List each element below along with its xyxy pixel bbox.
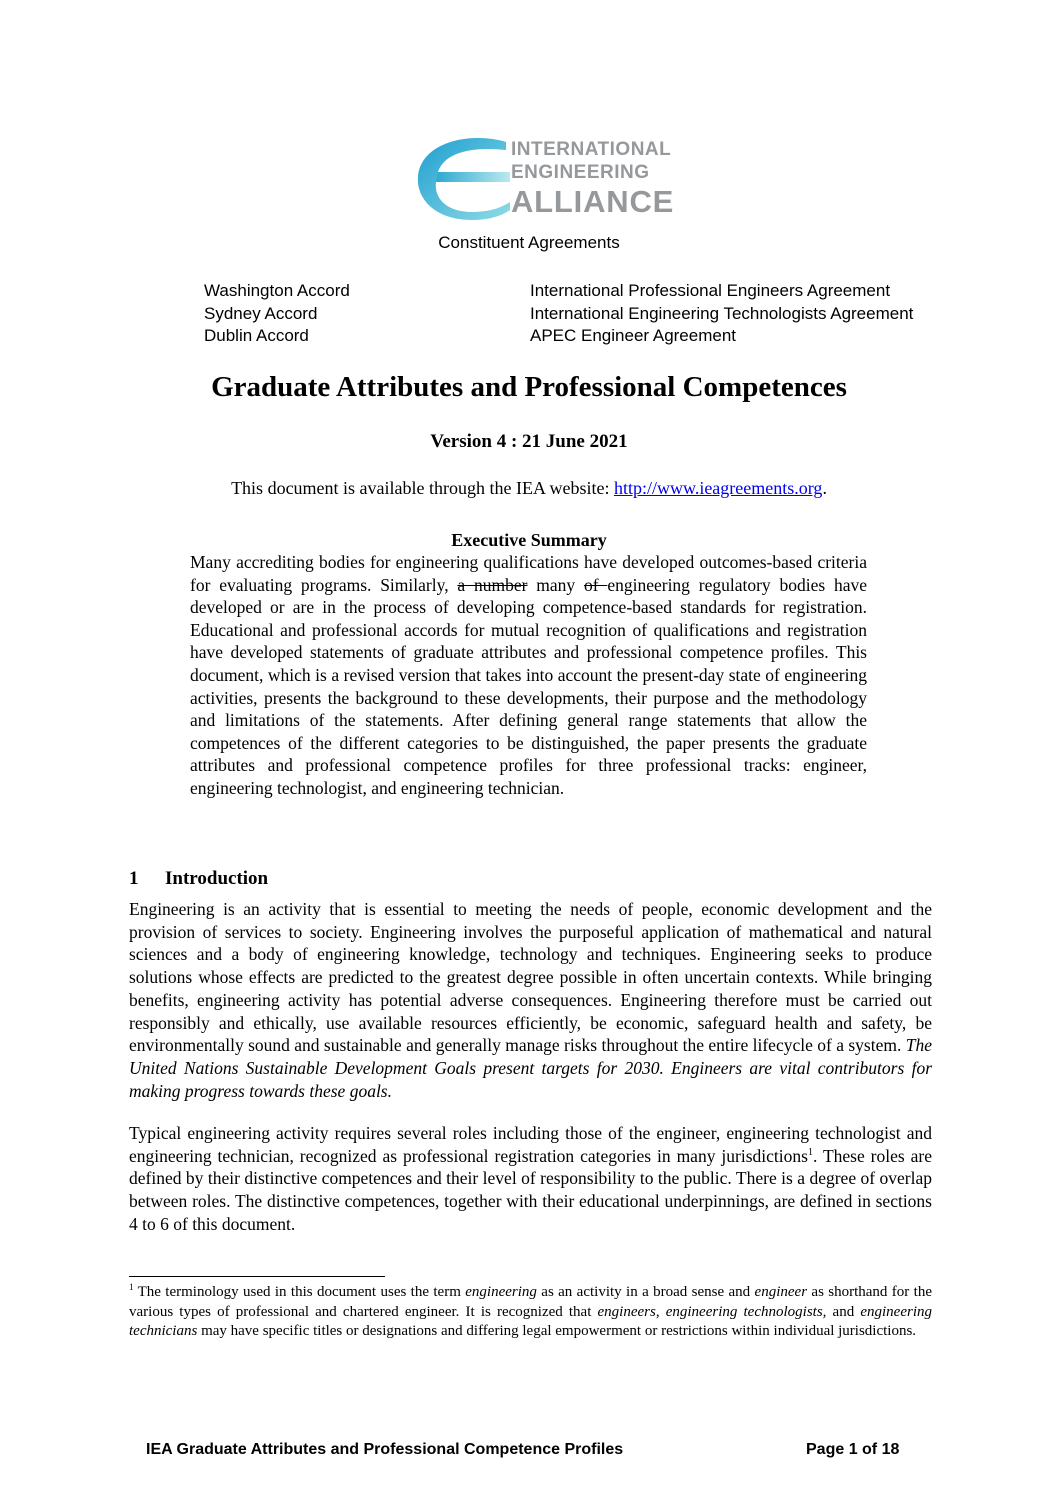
- footnote-text: ,: [655, 1303, 666, 1320]
- agreement-item: APEC Engineer Agreement: [530, 326, 737, 345]
- document-title: Graduate Attributes and Professional Competences: [211, 371, 847, 403]
- section-title: Introduction: [165, 868, 269, 889]
- iea-logo-mark-icon: [414, 136, 514, 222]
- constituent-agreements-heading: Constituent Agreements: [438, 233, 620, 252]
- intro-paragraph: [129, 1122, 932, 1236]
- footnote-reference[interactable]: 1: [807, 1146, 813, 1158]
- footnote-text: The terminology used in this document uses the term: [133, 1284, 466, 1300]
- footnote-text: as shorthand for the various types of professional and chartered engineer. It is recognized that: [129, 1284, 932, 1320]
- paragraph-text: . These roles are defined by their distinctive competences and their level of responsibility to the public. There is a degree of overlap between roles. The distinctive competences, together with their educational underpinnings, are defined in sections 4 to 6 of this document.: [129, 1145, 933, 1234]
- accord-item: Sydney Accord: [204, 303, 318, 323]
- availability-note: [0, 478, 1058, 499]
- iea-logo: [414, 136, 674, 222]
- footnote: [129, 1283, 932, 1342]
- footnote-italic: engineers: [597, 1303, 656, 1320]
- footnote-divider: [129, 1276, 385, 1277]
- page-number: Page 1 of 18: [806, 1441, 900, 1458]
- iea-website-link[interactable]: http://www.ieagreements.org: [613, 478, 823, 498]
- footnote-italic: engineering technologists,: [665, 1303, 827, 1320]
- document-version: Version 4 : 21 June 2021: [430, 431, 628, 452]
- paragraph-italic-text: The United Nations Sustainable Development Goals present targets for 2030. Engineers are vital contributors for making progress towards these goals.: [129, 1035, 932, 1101]
- summary-text: many: [527, 574, 584, 595]
- page-footer-title: IEA Graduate Attributes and Professional Competence Profiles: [146, 1441, 624, 1458]
- footnote-text: may have specific titles or designations and differing legal empowerment or restrictions within individual jurisdictions.: [197, 1323, 917, 1340]
- agreement-item: International Engineering Technologists Agreement: [530, 303, 914, 323]
- intro-paragraph: [129, 898, 932, 1102]
- agreement-item: International Professional Engineers Agreement: [530, 281, 891, 300]
- accords-list: [204, 280, 350, 348]
- paragraph-text: Engineering is an activity that is essential to meeting the needs of people, economic development and the provision of services to society. Engineering involves the purposeful application of mathematical and natural sciences and a body of engineering knowledge, technology and techniques. Engineering seeks to produce solutions whose effects are predicted to the greatest degree possible in often uncertain contexts. While bringing benefits, engineering activity has potential adverse consequences. Engineering therefore must be carried out responsibly and ethically, use available resources efficiently, be economic, safeguard health and safety, be environmentally sound and sustainable and generally manage risks throughout the entire lifecycle of a system.: [129, 899, 932, 1056]
- logo-text-line: INTERNATIONAL: [511, 139, 672, 160]
- summary-text: Many accrediting bodies for engineering qualifications have developed outcomes-based criteria for evaluating programs. Similarly,: [190, 552, 867, 595]
- footnote-italic: engineering: [465, 1284, 537, 1300]
- executive-summary-body: [190, 551, 867, 800]
- paragraph-text: Typical engineering activity requires several roles including those of the engineer, engineering technologist and engineering technician, recognized as professional registration categories in many jurisdictions: [129, 1123, 932, 1166]
- footnote-text: and: [826, 1303, 861, 1320]
- footnote-mark: 1: [129, 1282, 134, 1292]
- logo-text-line: ALLIANCE: [511, 184, 675, 219]
- footnote-text: as an activity in a broad sense and: [536, 1284, 755, 1300]
- accord-item: Dublin Accord: [204, 326, 309, 345]
- accord-item: Washington Accord: [204, 281, 350, 300]
- logo-wordmark: [511, 140, 674, 217]
- section-heading: [129, 868, 268, 890]
- agreements-list: [530, 280, 913, 348]
- section-number: 1: [129, 868, 139, 889]
- struck-text: of: [583, 574, 608, 595]
- availability-end: .: [822, 478, 827, 498]
- struck-text: a number: [457, 574, 528, 595]
- footnote-italic: engineering technicians: [129, 1303, 932, 1340]
- footnote-italic: engineer: [754, 1284, 808, 1300]
- availability-text: This document is available through the IEA website:: [231, 478, 614, 498]
- summary-text: engineering regulatory bodies have developed or are in the process of developing competence-based standards for registration. Educational and professional accords for mutual recognition of qualifications and registration have developed statements of graduate attributes and professional competence profiles. This document, which is a revised version that takes into account the present-day state of engineering activities, presents the background to these developments, their purpose and the methodology and limitations of the statements. After defining general range statements that allow the competences of the different categories to be distinguished, the paper presents the graduate attributes and professional competence profiles for three professional tracks: engineer, engineering technologist, and engineering technician.: [190, 574, 867, 798]
- logo-text-line: ENGINEERING: [511, 162, 650, 183]
- executive-summary-heading: Executive Summary: [451, 530, 607, 550]
